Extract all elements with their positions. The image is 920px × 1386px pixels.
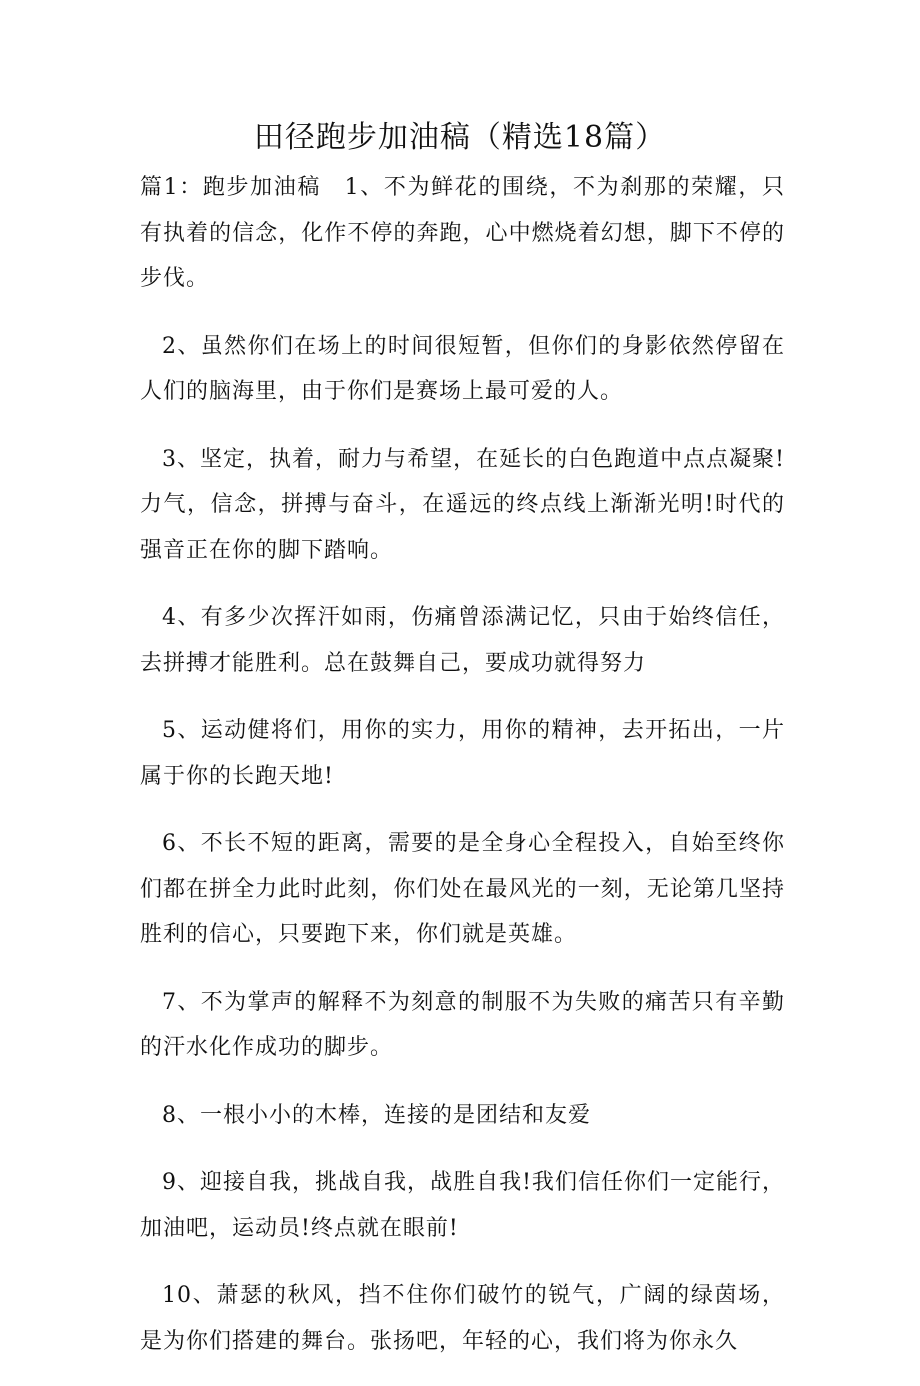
document-title: 田径跑步加油稿（精选18篇） xyxy=(253,120,667,155)
paragraph-3: 3、坚定，执着，耐力与希望，在延长的白色跑道中点点凝聚!力气，信念，拼搏与奋斗，在遥远的终点线上渐渐光明!时代的强音正在你的脚下踏响。 xyxy=(140,446,785,563)
paragraph-5: 5、运动健将们，用你的实力，用你的精神，去开拓出，一片属于你的长跑天地! xyxy=(140,718,785,789)
paragraph-7: 7、不为掌声的解释不为刻意的制服不为失败的痛苦只有辛勤的汗水化作成功的脚步。 xyxy=(140,989,785,1060)
paragraph-9: 9、迎接自我，挑战自我，战胜自我!我们信任你们一定能行，加油吧，运动员!终点就在眼前! xyxy=(140,1170,785,1241)
paragraph-6: 6、不长不短的距离，需要的是全身心全程投入，自始至终你们都在拼全力此时此刻，你们处在最风光的一刻，无论第几坚持胜利的信心，只要跑下来，你们就是英雄。 xyxy=(140,831,785,947)
paragraph-2: 2、虽然你们在场上的时间很短暂，但你们的身影依然停留在人们的脑海里，由于你们是赛场上最可爱的人。 xyxy=(140,333,785,404)
paragraph-4: 4、有多少次挥汗如雨，伤痛曾添满记忆，只由于始终信任，去拼搏才能胜利。总在鼓舞自己，要成功就得努力 xyxy=(140,605,785,676)
document-body xyxy=(140,165,785,1386)
paragraph-1: 篇1：跑步加油稿 1、不为鲜花的围绕，不为刹那的荣耀，只有执着的信念，化作不停的奔跑，心中燃烧着幻想，脚下不停的步伐。 xyxy=(140,175,785,291)
paragraph-10: 10、萧瑟的秋风，挡不住你们破竹的锐气，广阔的绿茵场，是为你们搭建的舞台。张扬吧，年轻的心，我们将为你永久 xyxy=(140,1283,785,1354)
paragraph-8: 8、一根小小的木棒，连接的是团结和友爱 xyxy=(162,1102,591,1128)
